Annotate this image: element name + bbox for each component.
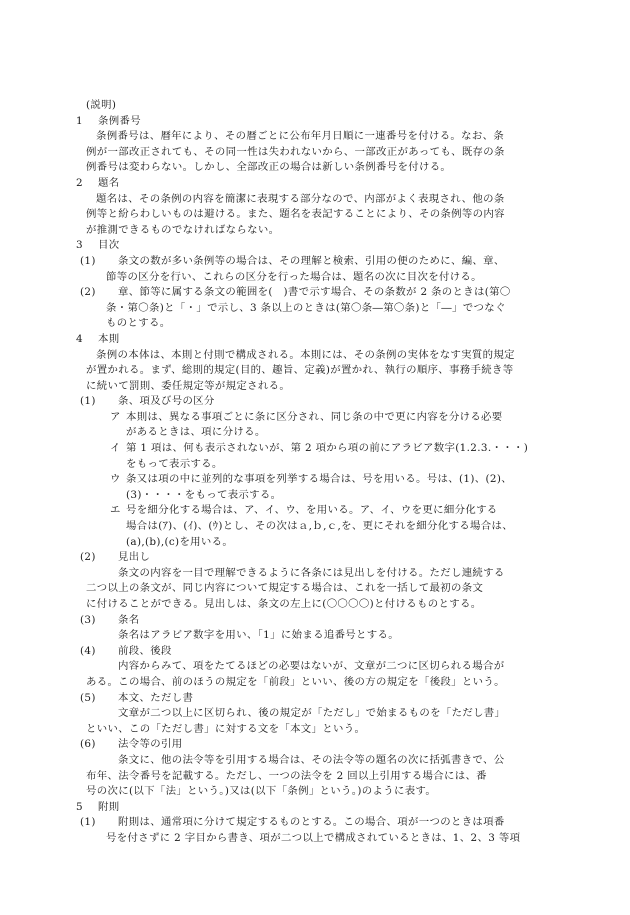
item-heading: 条又は項の中に並列的な事項を列挙する場合は、号を用いる。号は、(1)、(2)、: [126, 473, 512, 486]
document-line: [0, 628, 630, 644]
body-text: 二つ以上の条文が、同じ内容について規定する場合は、これを一括して最初の条文: [86, 582, 484, 595]
document-line: [0, 800, 630, 816]
item-heading: 本則は、異なる事項ごとに条に区分され、同じ条の中で更に内容を分ける必要: [126, 410, 503, 423]
item-number: (2): [80, 286, 96, 299]
document-line: [0, 706, 630, 722]
document-line: [0, 223, 630, 239]
document-line: [0, 394, 630, 410]
item-heading: 第 1 項は、何も表示されないが、第 2 項から項の前にアラビア数字(1.2.3.・・・): [126, 442, 529, 455]
document-line: [0, 488, 630, 504]
document-line: [0, 114, 630, 130]
body-text: に付けることができる。見出しは、条文の左上に(〇〇〇〇)と付けるものとする。: [86, 598, 482, 610]
item-heading: 章、節等に属する条文の範囲を( )書で示す場合、その条数が 2 条のときは(第〇: [118, 286, 511, 299]
document-line: [0, 769, 630, 785]
item-number: (3): [80, 613, 96, 626]
body-text: ものとする。: [106, 317, 171, 330]
item-heading: 目次: [98, 239, 120, 252]
item-heading: 条、項及び号の区分: [118, 395, 215, 408]
item-heading: 見出し: [118, 551, 151, 564]
body-text: 文章が二つ以上に区切られ、後の規定が「ただし」で始まるものを「ただし書」: [118, 707, 506, 720]
document-line: [0, 659, 630, 675]
document-line: [0, 207, 630, 223]
item-heading: 条文の数が多い条例等の場合は、その理解と検索、引用の便のために、編、章、: [118, 254, 505, 267]
body-text: (3)・・・・をもって表示する。: [126, 488, 282, 501]
body-text: に続いて罰則、委任規定等が規定される。: [86, 379, 291, 392]
body-text: ある。この場合、前のほうの規定を「前段」といい、後の方の規定を「後段」という。: [86, 675, 505, 688]
document-line: [0, 410, 630, 426]
document-line: [0, 691, 630, 707]
body-text: 例が一部改正されても、その同一性は失われないから、一部改正があっても、既存の条: [86, 145, 505, 158]
item-number: (6): [80, 738, 96, 751]
document-line: [0, 597, 630, 613]
item-heading: 附則は、通常項に分けて規定するものとする。この場合、項が一つのときは項番: [118, 816, 505, 829]
document-line: [0, 301, 630, 317]
item-number: ウ: [110, 473, 121, 486]
document-line: [0, 784, 630, 800]
item-number: 4: [76, 332, 83, 345]
document-line: [0, 550, 630, 566]
item-number: ア: [110, 410, 121, 423]
item-number: 3: [76, 239, 83, 252]
body-text: があるときは、項に分ける。: [126, 426, 266, 439]
document-line: [0, 145, 630, 161]
item-heading: 本則: [98, 332, 120, 345]
item-number: 2: [76, 176, 83, 189]
body-text: 布年、法令番号を記載する。ただし、一つの法令を 2 回以上引用する場合には、番: [86, 769, 487, 782]
document-line: [0, 503, 630, 519]
document-body: [0, 98, 630, 847]
document-line: [0, 285, 630, 301]
document-line: [0, 675, 630, 691]
body-text: (a),(b),(c)を用いる。: [126, 535, 234, 548]
body-text: 内容からみて、項をたてるほどの必要はないが、文章が二つに区切られる場合が: [118, 660, 505, 673]
document-line: [0, 519, 630, 535]
document-line: [0, 129, 630, 145]
body-text: (説明): [86, 99, 117, 111]
body-text: 号を付さずに 2 字目から書き、項が二つ以上で構成されているときは、1、2、3 等項: [106, 831, 521, 844]
body-text: 条文に、他の法令等を引用する場合は、その法令等の題名の次に括弧書きで、公: [118, 753, 505, 766]
document-line: [0, 379, 630, 395]
document-line: [0, 425, 630, 441]
item-number: エ: [110, 504, 121, 517]
item-number: 1: [76, 114, 83, 127]
document-line: [0, 722, 630, 738]
document-line: [0, 270, 630, 286]
document-line: [0, 332, 630, 348]
item-number: イ: [110, 442, 121, 455]
item-number: (1): [80, 254, 96, 267]
document-line: [0, 815, 630, 831]
document-line: [0, 238, 630, 254]
document-line: [0, 472, 630, 488]
document-line: [0, 441, 630, 457]
item-heading: 本文、ただし書: [118, 691, 194, 704]
document-line: [0, 348, 630, 364]
body-text: といい、この「ただし書」に対する文を「本文」という。: [86, 722, 366, 735]
document-line: [0, 613, 630, 629]
document-line: [0, 753, 630, 769]
item-heading: 法令等の引用: [118, 738, 183, 751]
body-text: が置かれる。まず、総則的規定(目的、趣旨、定義)が置かれ、執行の順序、事務手続き等: [86, 364, 514, 377]
item-number: (5): [80, 691, 96, 704]
body-text: 条文の内容を一目で理解できるように各条には見出しを付ける。ただし連続する: [118, 566, 505, 579]
item-number: (1): [80, 395, 96, 408]
body-text: 条名はアラビア数字を用い、「1」に始まる追番号とする。: [118, 629, 400, 642]
document-line: [0, 535, 630, 551]
document-line: [0, 316, 630, 332]
body-text: 例番号は変わらない。しかし、全部改正の場合は新しい条例番号を付ける。: [86, 161, 452, 174]
item-number: (4): [80, 644, 96, 657]
document-line: [0, 160, 630, 176]
item-heading: 号を細分化する場合は、ア、イ、ウ、を用いる。ア、イ、ウを更に細分化する: [126, 504, 498, 517]
item-heading: 前段、後段: [118, 644, 172, 657]
item-heading: 題名: [98, 176, 120, 189]
item-number: (1): [80, 816, 96, 829]
document-line: [0, 363, 630, 379]
item-heading: 条例番号: [98, 114, 141, 127]
document-line: [0, 566, 630, 582]
document-line: [0, 176, 630, 192]
body-text: 号の次に(以下「法」という。)又は(以下「条例」という。)のように表す。: [86, 785, 437, 798]
item-heading: 附則: [98, 800, 120, 813]
item-heading: 条名: [118, 613, 140, 626]
document-line: [0, 457, 630, 473]
body-text: 場合は(ｱ)、(ｲ)、(ｳ)とし、その次はａ,ｂ,ｃ,を、更にそれを細分化する場合は、: [126, 520, 513, 533]
item-number: 5: [76, 800, 83, 813]
document-line: [0, 98, 630, 114]
document-line: [0, 581, 630, 597]
document-line: [0, 254, 630, 270]
document-line: [0, 644, 630, 660]
body-text: 題名は、その条例の内容を簡潔に表現する部分なので、内部がよく表現され、他の条: [96, 192, 505, 205]
body-text: をもって表示する。: [126, 457, 223, 470]
body-text: 条例番号は、暦年により、その暦ごとに公布年月日順に一連番号を付ける。なお、条: [96, 130, 505, 143]
body-text: が推測できるものでなければならない。: [86, 223, 280, 236]
body-text: 条例の本体は、本則と付則で構成される。本則には、その条例の実体をなす実質的規定: [96, 348, 515, 361]
document-line: [0, 831, 630, 847]
body-text: 節等の区分を行い、これらの区分を行った場合は、題名の次に目次を付ける。: [106, 270, 482, 283]
item-number: (2): [80, 551, 96, 564]
document-line: [0, 737, 630, 753]
body-text: 条・第〇条)と「・」で示し、3 条以上のときは(第〇条―第〇条)と「―」でつなぐ: [106, 301, 506, 314]
document-line: [0, 192, 630, 208]
body-text: 例等と紛らわしいものは避ける。また、題名を表記することにより、その条例等の内容: [86, 208, 505, 221]
